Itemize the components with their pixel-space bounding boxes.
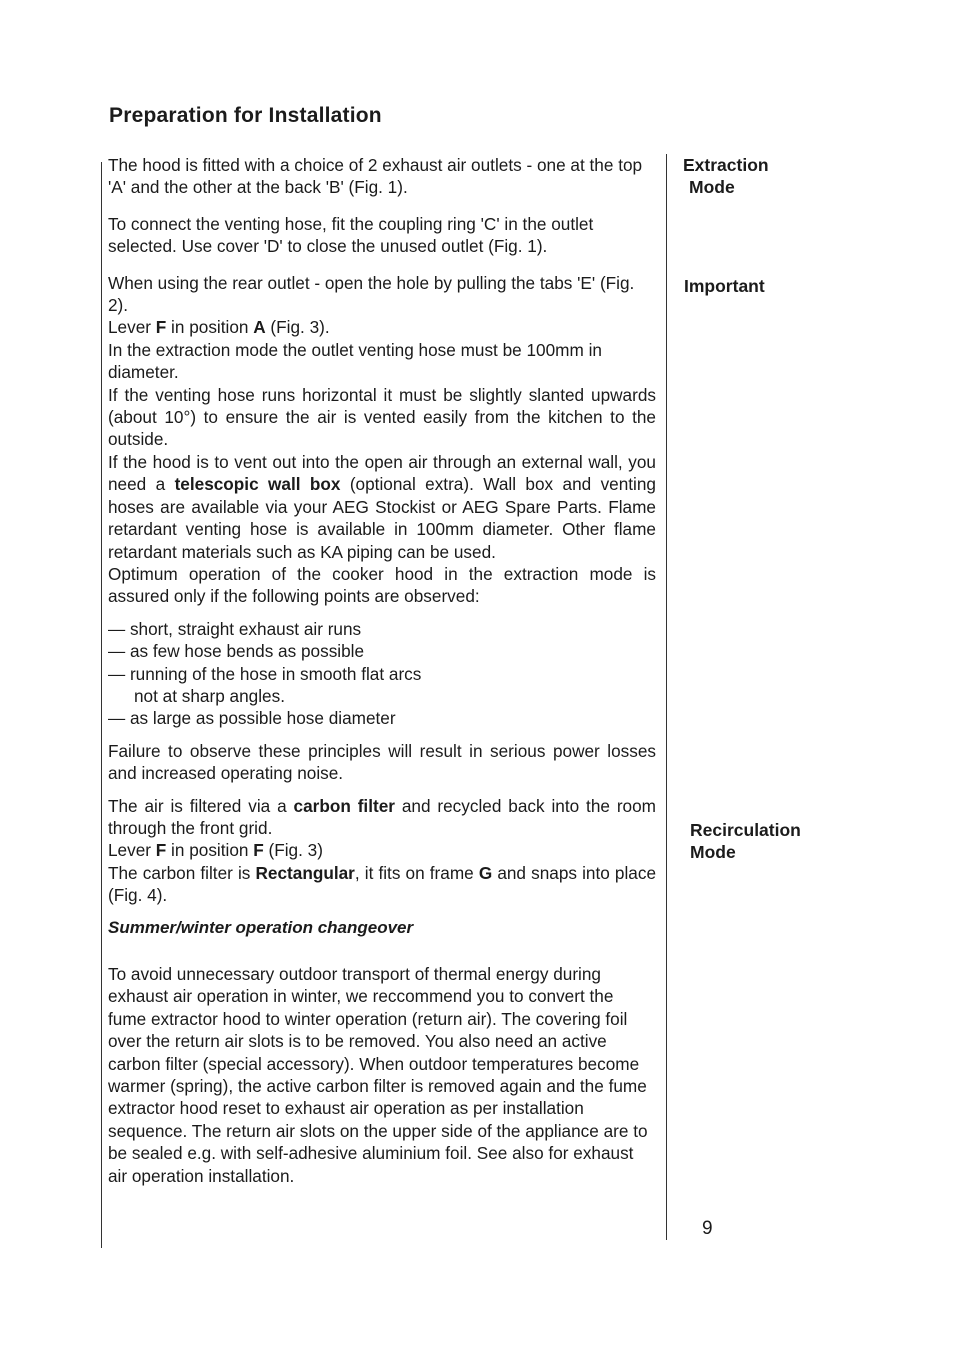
- side-heading-line: Mode: [689, 177, 735, 197]
- lever-f-position: F: [253, 840, 264, 861]
- side-heading-line: Mode: [690, 842, 736, 862]
- paragraph-rectangular-filter: [108, 862, 656, 907]
- list-item-continuation: not at sharp angles.: [134, 685, 285, 706]
- wall-box-term: telescopic wall box: [174, 474, 341, 495]
- page-title: Preparation for Installation: [109, 104, 382, 127]
- column-divider-rule: [666, 154, 667, 1240]
- paragraph-rear-outlet: When using the rear outlet - open the hole by pulling the tabs 'E' (Fig. 2).: [108, 272, 635, 316]
- side-heading-line: Extraction: [683, 155, 769, 175]
- paragraph-horizontal-hose: If the venting hose runs horizontal it must be slightly slanted upwards (about 10°) to ensure the air is vented easily from the kitchen to the outside.: [108, 384, 656, 450]
- list-item: — short, straight exhaust air runs: [108, 618, 362, 639]
- rectangular-pre: The carbon filter is: [108, 862, 256, 883]
- rectangular-post: and snaps into place (Fig. 4).: [108, 862, 657, 906]
- lever-f-letter: F: [155, 840, 167, 861]
- lever-a-position: A: [253, 317, 266, 338]
- side-heading-important: Important: [684, 276, 765, 296]
- lever-f-mid: in position: [166, 840, 254, 861]
- paragraph-optimum-operation: Optimum operation of the cooker hood in the extraction mode is assured only if the following points are observed:: [108, 563, 656, 607]
- main-text-column: [108, 154, 656, 1187]
- paragraph-summer-winter: To avoid unnecessary outdoor transport of thermal energy during exhaust air operation in winter, we reccommend you to convert the fume extractor hood to winter operation (return air). The covering foil over the return air slots is to be removed. You also need an active carbon filter (special accessory). When outdoor temperatures become warmer (spring), the active carbon filter is removed again and the fume extractor hood reset to exhaust air operation as per installation sequence. The return air slots on the upper side of the appliance are to be sealed e.g. with self-adhesive aluminium foil. See also for exhaust air operation installation.: [108, 964, 648, 1186]
- wall-box-pre: If the hood is to vent out into the open air through an external wall, you need a: [108, 451, 656, 495]
- paragraph-wall-box: [108, 451, 656, 563]
- side-heading-recirculation-mode: [690, 819, 801, 863]
- lever-a-post: (Fig. 3).: [265, 317, 330, 338]
- side-heading-line: Recirculation: [690, 820, 801, 840]
- frame-letter: G: [478, 862, 493, 883]
- carbon-filter-term: carbon filter: [293, 795, 395, 816]
- left-margin-rule: [101, 162, 102, 1248]
- list-item: — as large as possible hose diameter: [108, 708, 396, 729]
- lever-f-post: (Fig. 3): [263, 840, 323, 861]
- list-item: — running of the hose in smooth flat arcs: [108, 663, 422, 684]
- rectangular-mid: , it fits on frame: [354, 862, 479, 883]
- paragraph-hose-diameter: In the extraction mode the outlet venting hose must be 100mm in diameter.: [108, 339, 602, 383]
- paragraph-lever-a: [108, 316, 656, 338]
- carbon-filter-post: and recycled back into the room through the front grid.: [108, 795, 656, 838]
- paragraph-lever-f: [108, 839, 656, 861]
- wall-box-post: (optional extra). Wall box and venting hoses are available via your AEG Stockist or AEG Spare Parts. Flame retardant venting hose is available in 100mm diameter. Other flame retardant materials such as KA piping can be used.: [108, 474, 656, 562]
- subheading-summer-winter: Summer/winter operation changeover: [108, 917, 414, 937]
- paragraph-outlets: The hood is fitted with a choice of 2 exhaust air outlets - one at the top 'A' and the other at the back 'B' (Fig. 1).: [108, 155, 643, 198]
- rectangular-term: Rectangular: [255, 862, 355, 883]
- lever-a-pre: Lever: [108, 317, 156, 338]
- paragraph-failure: Failure to observe these principles will result in serious power losses and increased operating noise.: [108, 740, 656, 784]
- lever-a-letter: F: [155, 317, 167, 338]
- lever-f-pre: Lever: [108, 840, 156, 861]
- paragraph-coupling-ring: To connect the venting hose, fit the coupling ring 'C' in the outlet selected. Use cover 'D' to close the unused outlet (Fig. 1).: [108, 213, 594, 257]
- page-number: 9: [702, 1218, 713, 1239]
- lever-a-mid: in position: [166, 317, 254, 338]
- side-heading-extraction-mode: [683, 154, 769, 198]
- carbon-filter-pre: The air is filtered via a: [108, 795, 294, 816]
- paragraph-carbon-filter: [108, 795, 656, 840]
- list-item: — as few hose bends as possible: [108, 641, 365, 662]
